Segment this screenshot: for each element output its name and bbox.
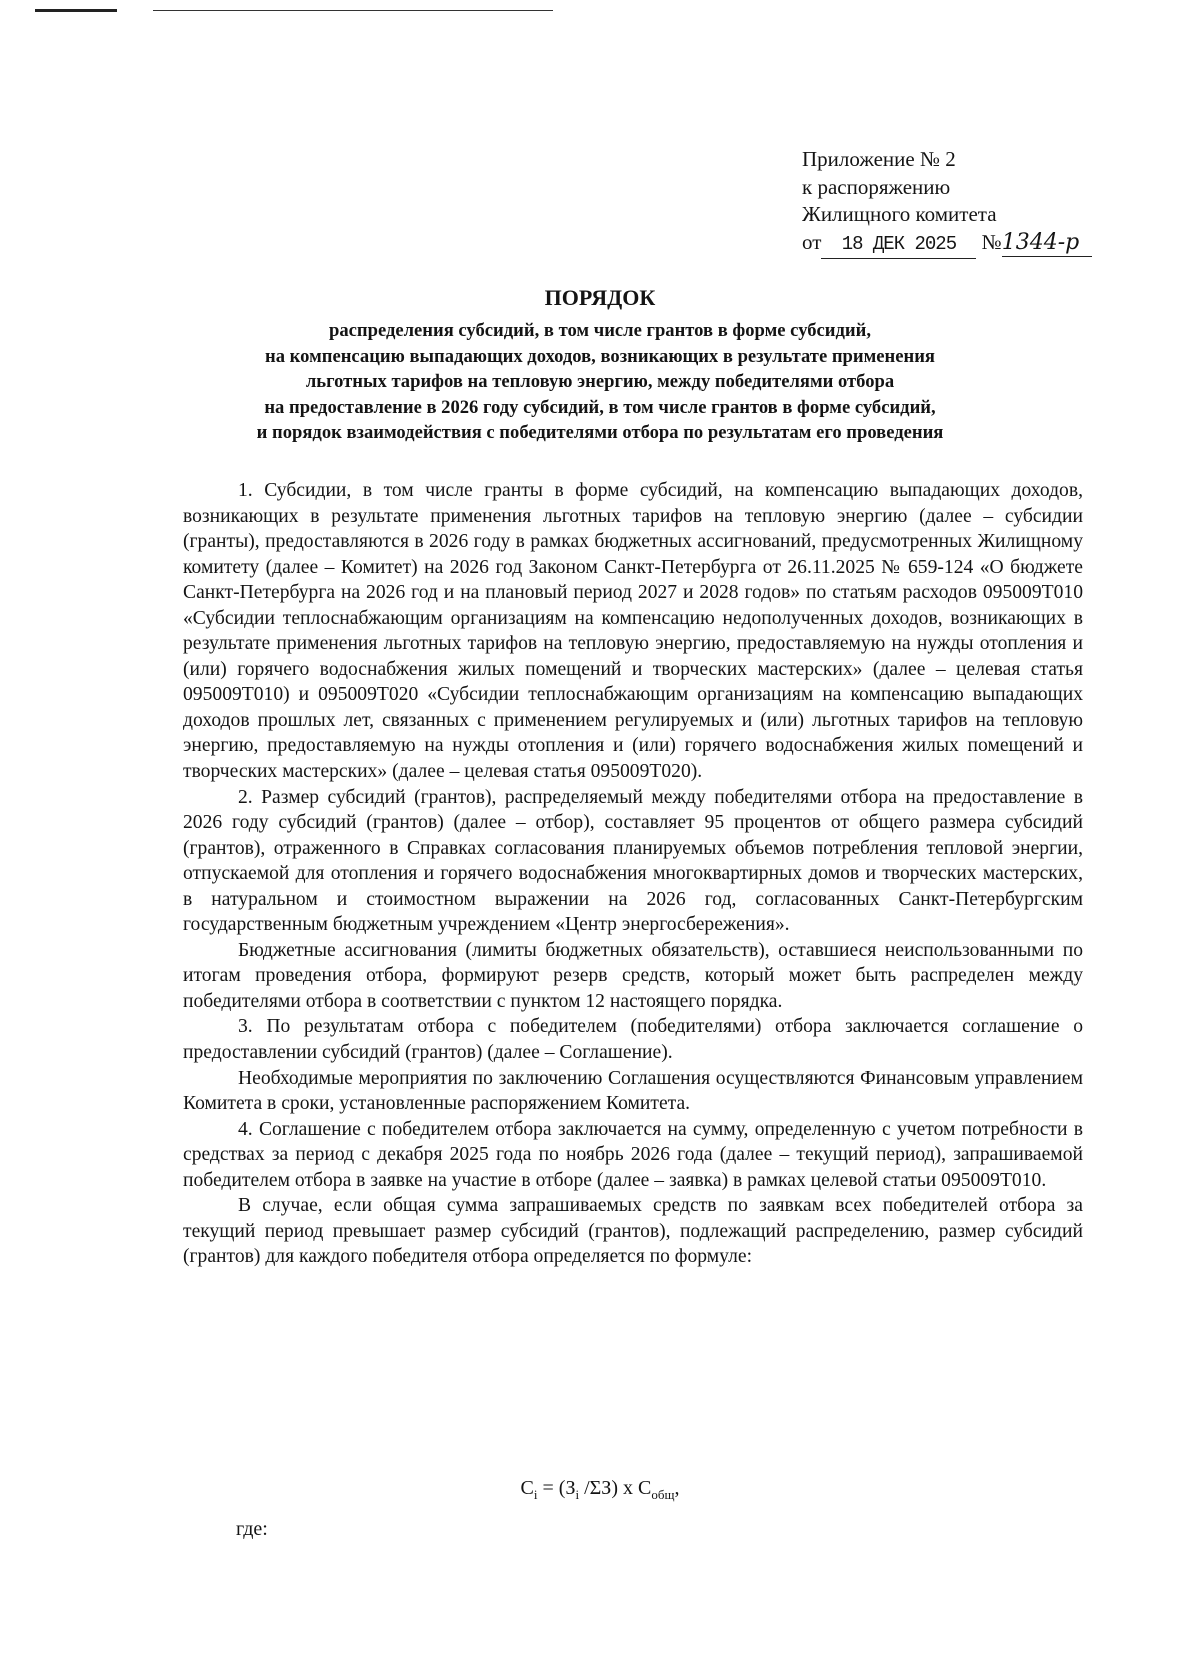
formula: $C_i = (З_i$ /ΣЗ) х $С_{общ}$, (520, 1477, 680, 1502)
paragraph-2-reserve: Бюджетные ассигнования (лимиты бюджетных обязательств), оставшиеся неиспользованными по итогам проведения отбора, формируют резерв средств, который может быть распределен между победителями отбора в соответствии с пунктом 12 настоящего порядка. (183, 939, 1083, 1012)
paragraph-2: 2. Размер субсидий (грантов), распределяемый между победителями отбора на предоставление в 2026 году субсидий (грантов) (далее – отбор), составляет 95 процентов от общего размера субсидий (грантов), отраженного в Справках согласования планируемых объемов потребления тепловой энергии, отпускаемой для отопления и горячего водоснабжения многоквартирных домов и творческих мастерских, в натуральном и стоимостном выражении на 2026 год, согласованных Санкт-Петербургским государственным бюджетным учреждением «Центр энергосбережения». (183, 786, 1083, 936)
annex-line-order: к распоряжению (802, 174, 951, 199)
paragraph-4-formula-intro: В случае, если общая сумма запрашиваемых средств по заявкам всех победителей отбора за текущий период превышает размер субсидий (грантов), подлежащий распределению, размер субсидий (грантов) для каждого победителя отбора определяется по формуле: (183, 1195, 1083, 1268)
document-title: ПОРЯДОК (544, 285, 656, 310)
annex-date-line: от 18 ДЕК 2025 №1344-р (802, 229, 1092, 260)
paragraph-1: 1. Субсидии, в том числе гранты в форме субсидий, на компенсацию выпадающих доходов, возникающих в результате применения льготных тарифов на тепловую энергию (далее – субсидии (гранты), предоставляются в 2026 году в рамках бюджетных ассигнований, предусмотренных Жилищному комитету (далее – Комитет) на 2026 год Законом Санкт-Петербурга от 26.11.2025 № 659-124 «О бюджете Санкт-Петербурга на 2026 год и на плановый период 2027 и 2028 годов» по статьям расходов 095009Т010 «Субсидии теплоснабжающим организациям на компенсацию недополученных доходов, возникающих в результате применения льготных тарифов на тепловую энергию, предоставляемую на нужды отопления и (или) горячего водоснабжения жилых помещений и творческих мастерских» (далее – целевая статья 095009Т010) и 095009Т020 «Субсидии теплоснабжающим организациям на компенсацию выпадающих доходов прошлых лет, связанных с применением регулируемых и (или) льготных тарифов на тепловую энергию, предоставляемую на нужды отопления и (или) горячего водоснабжения жилых помещений и творческих мастерских» (далее – целевая статья 095009Т020). (183, 480, 1083, 783)
annex-line-committee: Жилищного комитета (802, 202, 997, 226)
date-stamp: 18 ДЕК 2025 (821, 231, 976, 260)
document-subtitle (140, 318, 1060, 446)
handwritten-number: 1344-р (1002, 229, 1092, 258)
paragraph-3-measures: Необходимые мероприятия по заключению Соглашения осуществляются Финансовым управлением Комитета в сроки, установленные распоряжением Комитета. (183, 1067, 1083, 1115)
subtitle-line: распределения субсидий, в том числе грантов в форме субсидий, (329, 320, 871, 341)
paragraph-4: 4. Соглашение с победителем отбора заключается на сумму, определенную с учетом потребности в средствах за период с декабря 2025 года по ноябрь 2026 года (далее – текущий период), запрашиваемой победителем отбора в заявке на участие в отборе (далее – заявка) в рамках целевой статьи 095009Т010. (183, 1118, 1083, 1191)
where-label: где: (236, 1518, 268, 1540)
top-scan-line (35, 9, 555, 13)
subtitle-line: на предоставление в 2026 году субсидий, в том числе грантов в форме субсидий, (264, 396, 936, 418)
subtitle-line: льготных тарифов на тепловую энергию, между победителями отбора (305, 371, 895, 392)
annex-title: Приложение № 2 (802, 147, 956, 171)
subtitle-line: на компенсацию выпадающих доходов, возникающих в результате применения (265, 345, 935, 367)
subtitle-line: и порядок взаимодействия с победителями отбора по результатам его проведения (256, 422, 944, 443)
document-body (183, 478, 1083, 1270)
paragraph-3: 3. По результатам отбора с победителем (победителями) отбора заключается соглашение о предоставлении субсидий (грантов) (далее – Соглашение). (183, 1016, 1083, 1064)
annex-block (802, 146, 1092, 259)
